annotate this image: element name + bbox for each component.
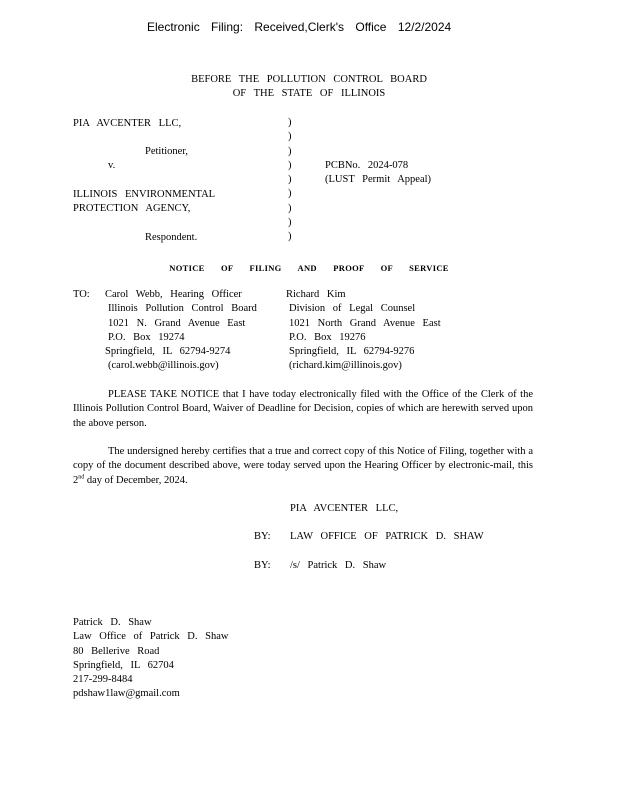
ordinal-suffix: nd [78, 474, 85, 481]
board-title-line1: BEFORE THE POLLUTION CONTROL BOARD [191, 74, 427, 85]
attorney-phone: 217-299-8484 [73, 674, 133, 686]
recipient-richard-kim [286, 288, 441, 374]
bracket-line: ) [288, 174, 292, 186]
certification-text: The undersigned hereby certifies that a true and correct copy of this Notice of Filing, together with a copy of the document described above, were today served upon the Hearing Officer by electronic-mail, this 2 [73, 446, 533, 486]
recipient-street: 1021 North Grand Avenue East [289, 317, 441, 329]
by-label: BY: [254, 531, 271, 542]
recipient-po-box: P.O. Box 19276 [289, 331, 366, 343]
attorney-firm: Law Office of Patrick D. Shaw [73, 631, 229, 643]
bracket-line: ) [288, 117, 292, 128]
attorney-street: 80 Bellerive Road [73, 645, 160, 657]
notice-paragraph: PLEASE TAKE NOTICE that I have today electronically filed with the Office of the Clerk of the Illinois Pollution Control Board, Waiver of Deadline for Decision, copies of which are herewith served upon the above person. [73, 389, 533, 429]
notice-title: NOTICE OF FILING AND PROOF OF SERVICE [169, 263, 449, 273]
bracket-line: ) [288, 217, 292, 229]
bracket-line: ) [288, 202, 292, 214]
to-label: TO: [73, 289, 90, 300]
petitioner-role: Petitioner, [145, 146, 189, 157]
filing-header: Electronic Filing: Received,Clerk's Office 12/2/2024 [147, 20, 452, 34]
signature-signer: /s/ Patrick D. Shaw [290, 560, 387, 571]
certification-date: day of December, 2024. [84, 474, 188, 486]
recipient-city: Springfield, IL 62794-9274 [105, 346, 231, 358]
by-label: BY: [254, 560, 271, 571]
versus: v. [108, 160, 116, 171]
bracket-line: ) [288, 145, 292, 157]
bracket-line: ) [288, 188, 292, 200]
signature-party: PIA AVCENTER LLC, [290, 503, 399, 514]
recipient-city: Springfield, IL 62794-9276 [289, 346, 415, 358]
attorney-email: pdshaw1law@gmail.com [73, 688, 180, 700]
bracket-line: ) [288, 231, 292, 243]
recipient-name: Carol Webb, Hearing Officer [105, 289, 242, 300]
respondent-name-line1: ILLINOIS ENVIRONMENTAL [73, 189, 216, 200]
respondent-name-line2: PROTECTION AGENCY, [73, 203, 191, 214]
recipient-email: (carol.webb@illinois.gov) [108, 360, 219, 372]
bracket-line: ) [288, 159, 292, 171]
recipient-carol-webb [105, 288, 257, 374]
petitioner-name: PIA AVCENTER LLC, [73, 118, 182, 129]
certification-paragraph [73, 445, 533, 488]
bracket-line: ) [288, 131, 292, 143]
case-type: (LUST Permit Appeal) [325, 174, 432, 185]
case-number: PCBNo. 2024-078 [325, 160, 409, 171]
recipient-po-box: P.O. Box 19274 [108, 331, 185, 343]
recipient-org: Division of Legal Counsel [289, 303, 416, 315]
attorney-name: Patrick D. Shaw [73, 617, 152, 628]
respondent-role: Respondent. [145, 232, 198, 243]
signature-firm: LAW OFFICE OF PATRICK D. SHAW [290, 531, 484, 542]
recipient-email: (richard.kim@illinois.gov) [289, 360, 402, 372]
recipient-street: 1021 N. Grand Avenue East [108, 317, 246, 329]
caption-bracket [288, 116, 292, 245]
attorney-city: Springfield, IL 62704 [73, 659, 174, 671]
recipient-name: Richard Kim [286, 289, 346, 300]
board-title-line2: OF THE STATE OF ILLINOIS [232, 88, 386, 99]
recipient-org: Illinois Pollution Control Board [108, 303, 257, 315]
attorney-contact-block [73, 616, 228, 702]
